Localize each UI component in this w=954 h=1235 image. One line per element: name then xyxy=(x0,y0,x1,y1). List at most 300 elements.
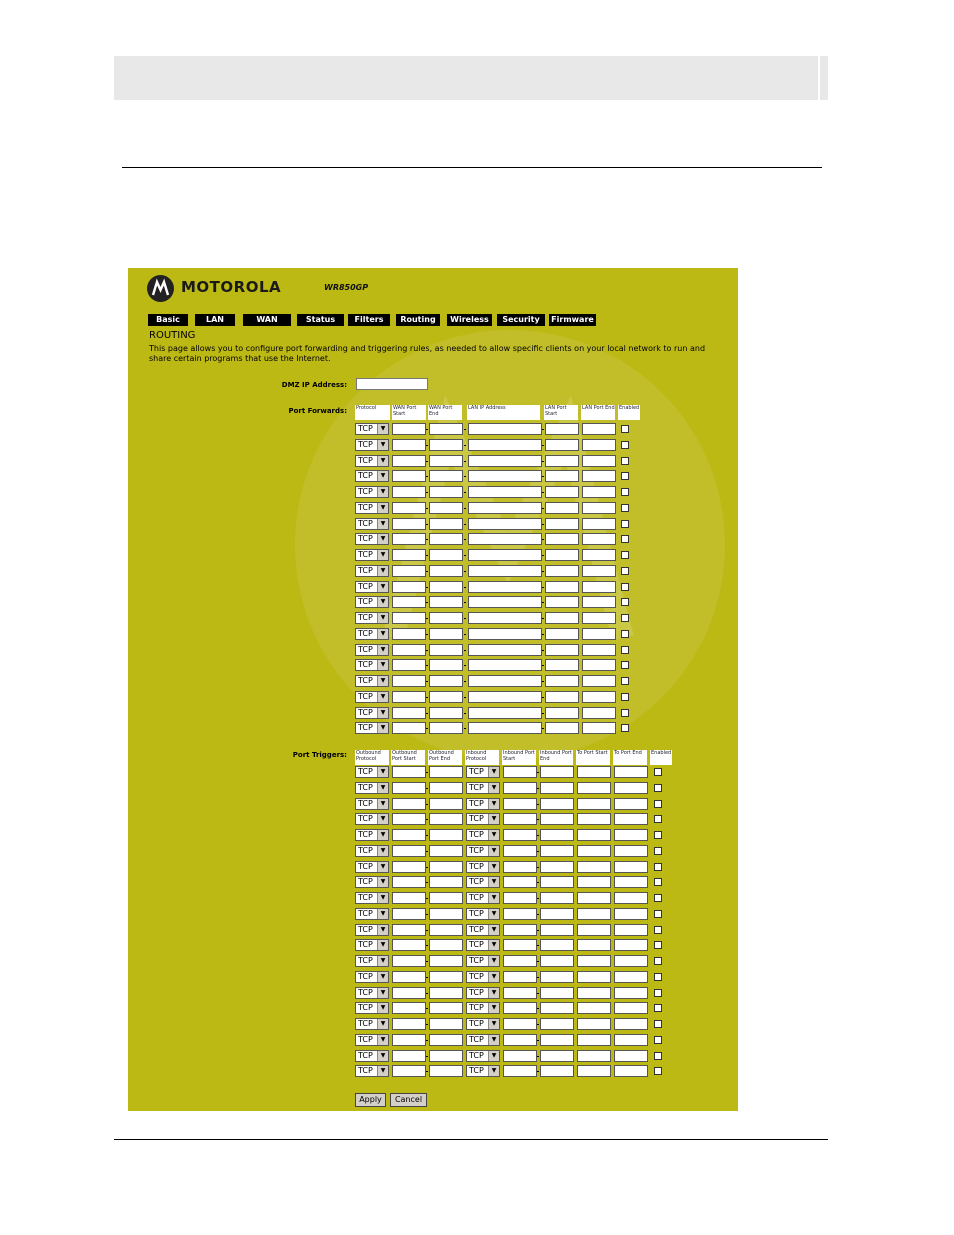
inbound-port-end-input[interactable] xyxy=(540,971,574,983)
wan-port-start-input[interactable] xyxy=(392,533,426,545)
enabled-checkbox[interactable] xyxy=(621,598,629,606)
outbound-protocol-select[interactable]: TCP ▼ xyxy=(355,1034,389,1046)
enabled-checkbox[interactable] xyxy=(654,1036,662,1044)
enabled-checkbox[interactable] xyxy=(654,768,662,776)
wan-port-end-input[interactable] xyxy=(429,691,463,703)
outbound-port-end-input[interactable] xyxy=(429,782,463,794)
outbound-protocol-select[interactable]: TCP ▼ xyxy=(355,766,389,778)
outbound-port-start-input[interactable] xyxy=(392,1050,426,1062)
inbound-port-end-input[interactable] xyxy=(540,782,574,794)
outbound-protocol-select[interactable]: TCP ▼ xyxy=(355,1018,389,1030)
outbound-port-start-input[interactable] xyxy=(392,876,426,888)
lan-port-start-input[interactable] xyxy=(545,455,579,467)
outbound-port-start-input[interactable] xyxy=(392,861,426,873)
enabled-checkbox[interactable] xyxy=(654,815,662,823)
lan-ip-input[interactable] xyxy=(468,502,542,514)
outbound-protocol-select[interactable]: TCP ▼ xyxy=(355,892,389,904)
to-port-end-input[interactable] xyxy=(614,1002,648,1014)
outbound-port-start-input[interactable] xyxy=(392,1018,426,1030)
enabled-checkbox[interactable] xyxy=(654,941,662,949)
lan-port-end-input[interactable] xyxy=(582,691,616,703)
inbound-port-end-input[interactable] xyxy=(540,892,574,904)
outbound-port-end-input[interactable] xyxy=(429,1002,463,1014)
lan-port-end-input[interactable] xyxy=(582,722,616,734)
inbound-port-end-input[interactable] xyxy=(540,861,574,873)
lan-port-start-input[interactable] xyxy=(545,581,579,593)
lan-ip-input[interactable] xyxy=(468,628,542,640)
lan-port-start-input[interactable] xyxy=(545,628,579,640)
enabled-checkbox[interactable] xyxy=(621,614,629,622)
enabled-checkbox[interactable] xyxy=(621,551,629,559)
enabled-checkbox[interactable] xyxy=(654,800,662,808)
inbound-protocol-select[interactable]: TCP ▼ xyxy=(466,861,500,873)
lan-ip-input[interactable] xyxy=(468,533,542,545)
outbound-port-end-input[interactable] xyxy=(429,798,463,810)
inbound-port-start-input[interactable] xyxy=(503,1050,537,1062)
outbound-protocol-select[interactable]: TCP ▼ xyxy=(355,798,389,810)
protocol-select[interactable]: TCP ▼ xyxy=(355,596,389,608)
to-port-end-input[interactable] xyxy=(614,987,648,999)
enabled-checkbox[interactable] xyxy=(654,910,662,918)
inbound-protocol-select[interactable]: TCP ▼ xyxy=(466,1034,500,1046)
enabled-checkbox[interactable] xyxy=(654,784,662,792)
to-port-end-input[interactable] xyxy=(614,845,648,857)
apply-button[interactable]: Apply xyxy=(355,1093,386,1107)
inbound-port-end-input[interactable] xyxy=(540,1050,574,1062)
outbound-port-end-input[interactable] xyxy=(429,908,463,920)
inbound-protocol-select[interactable]: TCP ▼ xyxy=(466,813,500,825)
lan-ip-input[interactable] xyxy=(468,596,542,608)
lan-port-start-input[interactable] xyxy=(545,675,579,687)
enabled-checkbox[interactable] xyxy=(621,535,629,543)
outbound-port-start-input[interactable] xyxy=(392,766,426,778)
wan-port-start-input[interactable] xyxy=(392,581,426,593)
enabled-checkbox[interactable] xyxy=(654,847,662,855)
outbound-port-start-input[interactable] xyxy=(392,924,426,936)
inbound-protocol-select[interactable]: TCP ▼ xyxy=(466,971,500,983)
outbound-port-end-input[interactable] xyxy=(429,845,463,857)
outbound-protocol-select[interactable]: TCP ▼ xyxy=(355,987,389,999)
inbound-protocol-select[interactable]: TCP ▼ xyxy=(466,955,500,967)
lan-ip-input[interactable] xyxy=(468,565,542,577)
protocol-select[interactable]: TCP ▼ xyxy=(355,470,389,482)
outbound-port-end-input[interactable] xyxy=(429,876,463,888)
outbound-protocol-select[interactable]: TCP ▼ xyxy=(355,908,389,920)
inbound-port-end-input[interactable] xyxy=(540,1002,574,1014)
inbound-port-end-input[interactable] xyxy=(540,1034,574,1046)
enabled-checkbox[interactable] xyxy=(654,989,662,997)
wan-port-start-input[interactable] xyxy=(392,470,426,482)
nav-routing[interactable]: Routing xyxy=(396,314,440,326)
outbound-port-start-input[interactable] xyxy=(392,1034,426,1046)
inbound-port-start-input[interactable] xyxy=(503,1034,537,1046)
enabled-checkbox[interactable] xyxy=(621,661,629,669)
enabled-checkbox[interactable] xyxy=(621,630,629,638)
inbound-port-end-input[interactable] xyxy=(540,939,574,951)
outbound-port-end-input[interactable] xyxy=(429,971,463,983)
to-port-end-input[interactable] xyxy=(614,971,648,983)
enabled-checkbox[interactable] xyxy=(654,1020,662,1028)
enabled-checkbox[interactable] xyxy=(621,693,629,701)
wan-port-start-input[interactable] xyxy=(392,455,426,467)
inbound-protocol-select[interactable]: TCP ▼ xyxy=(466,924,500,936)
protocol-select[interactable]: TCP ▼ xyxy=(355,722,389,734)
outbound-protocol-select[interactable]: TCP ▼ xyxy=(355,971,389,983)
inbound-port-start-input[interactable] xyxy=(503,829,537,841)
inbound-port-start-input[interactable] xyxy=(503,798,537,810)
enabled-checkbox[interactable] xyxy=(654,1052,662,1060)
outbound-protocol-select[interactable]: TCP ▼ xyxy=(355,845,389,857)
lan-port-end-input[interactable] xyxy=(582,533,616,545)
wan-port-start-input[interactable] xyxy=(392,549,426,561)
protocol-select[interactable]: TCP ▼ xyxy=(355,502,389,514)
wan-port-start-input[interactable] xyxy=(392,423,426,435)
lan-ip-input[interactable] xyxy=(468,423,542,435)
to-port-start-input[interactable] xyxy=(577,908,611,920)
to-port-start-input[interactable] xyxy=(577,1034,611,1046)
outbound-port-end-input[interactable] xyxy=(429,1050,463,1062)
lan-ip-input[interactable] xyxy=(468,659,542,671)
inbound-port-start-input[interactable] xyxy=(503,1002,537,1014)
inbound-protocol-select[interactable]: TCP ▼ xyxy=(466,908,500,920)
protocol-select[interactable]: TCP ▼ xyxy=(355,486,389,498)
inbound-port-end-input[interactable] xyxy=(540,845,574,857)
inbound-port-start-input[interactable] xyxy=(503,782,537,794)
wan-port-end-input[interactable] xyxy=(429,675,463,687)
outbound-port-start-input[interactable] xyxy=(392,939,426,951)
wan-port-start-input[interactable] xyxy=(392,691,426,703)
enabled-checkbox[interactable] xyxy=(621,567,629,575)
enabled-checkbox[interactable] xyxy=(654,878,662,886)
outbound-protocol-select[interactable]: TCP ▼ xyxy=(355,924,389,936)
protocol-select[interactable]: TCP ▼ xyxy=(355,612,389,624)
to-port-start-input[interactable] xyxy=(577,782,611,794)
lan-port-end-input[interactable] xyxy=(582,486,616,498)
enabled-checkbox[interactable] xyxy=(621,472,629,480)
to-port-start-input[interactable] xyxy=(577,1018,611,1030)
wan-port-start-input[interactable] xyxy=(392,707,426,719)
wan-port-start-input[interactable] xyxy=(392,675,426,687)
enabled-checkbox[interactable] xyxy=(654,973,662,981)
to-port-start-input[interactable] xyxy=(577,987,611,999)
enabled-checkbox[interactable] xyxy=(654,863,662,871)
to-port-start-input[interactable] xyxy=(577,1050,611,1062)
inbound-port-start-input[interactable] xyxy=(503,766,537,778)
outbound-port-start-input[interactable] xyxy=(392,1065,426,1077)
to-port-end-input[interactable] xyxy=(614,1050,648,1062)
lan-port-end-input[interactable] xyxy=(582,612,616,624)
inbound-port-start-input[interactable] xyxy=(503,1065,537,1077)
wan-port-start-input[interactable] xyxy=(392,502,426,514)
wan-port-start-input[interactable] xyxy=(392,628,426,640)
to-port-start-input[interactable] xyxy=(577,861,611,873)
to-port-end-input[interactable] xyxy=(614,892,648,904)
enabled-checkbox[interactable] xyxy=(621,441,629,449)
lan-port-start-input[interactable] xyxy=(545,502,579,514)
to-port-start-input[interactable] xyxy=(577,971,611,983)
inbound-protocol-select[interactable]: TCP ▼ xyxy=(466,987,500,999)
lan-port-start-input[interactable] xyxy=(545,707,579,719)
outbound-port-end-input[interactable] xyxy=(429,892,463,904)
lan-port-end-input[interactable] xyxy=(582,439,616,451)
enabled-checkbox[interactable] xyxy=(621,709,629,717)
lan-port-end-input[interactable] xyxy=(582,470,616,482)
outbound-port-start-input[interactable] xyxy=(392,955,426,967)
to-port-end-input[interactable] xyxy=(614,1034,648,1046)
nav-lan[interactable]: LAN xyxy=(195,314,235,326)
wan-port-start-input[interactable] xyxy=(392,565,426,577)
wan-port-end-input[interactable] xyxy=(429,628,463,640)
to-port-end-input[interactable] xyxy=(614,939,648,951)
protocol-select[interactable]: TCP ▼ xyxy=(355,628,389,640)
wan-port-end-input[interactable] xyxy=(429,707,463,719)
wan-port-start-input[interactable] xyxy=(392,486,426,498)
inbound-protocol-select[interactable]: TCP ▼ xyxy=(466,845,500,857)
outbound-protocol-select[interactable]: TCP ▼ xyxy=(355,876,389,888)
lan-ip-input[interactable] xyxy=(468,612,542,624)
inbound-protocol-select[interactable]: TCP ▼ xyxy=(466,892,500,904)
enabled-checkbox[interactable] xyxy=(621,504,629,512)
enabled-checkbox[interactable] xyxy=(654,894,662,902)
enabled-checkbox[interactable] xyxy=(621,724,629,732)
protocol-select[interactable]: TCP ▼ xyxy=(355,423,389,435)
nav-status[interactable]: Status xyxy=(297,314,344,326)
outbound-port-end-input[interactable] xyxy=(429,939,463,951)
to-port-start-input[interactable] xyxy=(577,1065,611,1077)
protocol-select[interactable]: TCP ▼ xyxy=(355,549,389,561)
protocol-select[interactable]: TCP ▼ xyxy=(355,659,389,671)
protocol-select[interactable]: TCP ▼ xyxy=(355,439,389,451)
wan-port-start-input[interactable] xyxy=(392,439,426,451)
to-port-start-input[interactable] xyxy=(577,1002,611,1014)
enabled-checkbox[interactable] xyxy=(654,1067,662,1075)
to-port-end-input[interactable] xyxy=(614,829,648,841)
outbound-protocol-select[interactable]: TCP ▼ xyxy=(355,1065,389,1077)
inbound-protocol-select[interactable]: TCP ▼ xyxy=(466,782,500,794)
outbound-protocol-select[interactable]: TCP ▼ xyxy=(355,813,389,825)
inbound-port-start-input[interactable] xyxy=(503,955,537,967)
inbound-protocol-select[interactable]: TCP ▼ xyxy=(466,829,500,841)
to-port-start-input[interactable] xyxy=(577,939,611,951)
outbound-port-end-input[interactable] xyxy=(429,924,463,936)
outbound-port-start-input[interactable] xyxy=(392,971,426,983)
lan-port-start-input[interactable] xyxy=(545,565,579,577)
lan-port-end-input[interactable] xyxy=(582,644,616,656)
lan-port-start-input[interactable] xyxy=(545,691,579,703)
wan-port-end-input[interactable] xyxy=(429,423,463,435)
lan-port-start-input[interactable] xyxy=(545,644,579,656)
outbound-port-start-input[interactable] xyxy=(392,798,426,810)
lan-port-end-input[interactable] xyxy=(582,423,616,435)
inbound-port-end-input[interactable] xyxy=(540,924,574,936)
outbound-port-end-input[interactable] xyxy=(429,955,463,967)
to-port-end-input[interactable] xyxy=(614,861,648,873)
lan-ip-input[interactable] xyxy=(468,549,542,561)
wan-port-start-input[interactable] xyxy=(392,612,426,624)
outbound-port-end-input[interactable] xyxy=(429,987,463,999)
to-port-start-input[interactable] xyxy=(577,955,611,967)
outbound-port-start-input[interactable] xyxy=(392,908,426,920)
to-port-start-input[interactable] xyxy=(577,766,611,778)
nav-wireless[interactable]: Wireless xyxy=(447,314,492,326)
inbound-protocol-select[interactable]: TCP ▼ xyxy=(466,1050,500,1062)
inbound-port-end-input[interactable] xyxy=(540,908,574,920)
lan-port-end-input[interactable] xyxy=(582,549,616,561)
enabled-checkbox[interactable] xyxy=(621,583,629,591)
outbound-port-end-input[interactable] xyxy=(429,1018,463,1030)
to-port-end-input[interactable] xyxy=(614,782,648,794)
lan-port-end-input[interactable] xyxy=(582,455,616,467)
protocol-select[interactable]: TCP ▼ xyxy=(355,455,389,467)
inbound-port-start-input[interactable] xyxy=(503,908,537,920)
lan-port-end-input[interactable] xyxy=(582,502,616,514)
inbound-port-start-input[interactable] xyxy=(503,987,537,999)
lan-ip-input[interactable] xyxy=(468,486,542,498)
enabled-checkbox[interactable] xyxy=(621,425,629,433)
to-port-end-input[interactable] xyxy=(614,876,648,888)
inbound-port-end-input[interactable] xyxy=(540,1018,574,1030)
lan-ip-input[interactable] xyxy=(468,439,542,451)
wan-port-end-input[interactable] xyxy=(429,439,463,451)
inbound-protocol-select[interactable]: TCP ▼ xyxy=(466,876,500,888)
lan-port-start-input[interactable] xyxy=(545,470,579,482)
lan-port-start-input[interactable] xyxy=(545,518,579,530)
to-port-end-input[interactable] xyxy=(614,924,648,936)
lan-port-end-input[interactable] xyxy=(582,565,616,577)
inbound-port-end-input[interactable] xyxy=(540,829,574,841)
to-port-end-input[interactable] xyxy=(614,766,648,778)
wan-port-end-input[interactable] xyxy=(429,470,463,482)
dmz-ip-input[interactable] xyxy=(356,378,428,390)
lan-port-end-input[interactable] xyxy=(582,518,616,530)
inbound-port-start-input[interactable] xyxy=(503,845,537,857)
protocol-select[interactable]: TCP ▼ xyxy=(355,691,389,703)
inbound-protocol-select[interactable]: TCP ▼ xyxy=(466,939,500,951)
inbound-protocol-select[interactable]: TCP ▼ xyxy=(466,1018,500,1030)
inbound-port-end-input[interactable] xyxy=(540,798,574,810)
outbound-port-end-input[interactable] xyxy=(429,829,463,841)
lan-port-start-input[interactable] xyxy=(545,722,579,734)
wan-port-end-input[interactable] xyxy=(429,659,463,671)
wan-port-end-input[interactable] xyxy=(429,549,463,561)
wan-port-start-input[interactable] xyxy=(392,596,426,608)
wan-port-end-input[interactable] xyxy=(429,486,463,498)
outbound-protocol-select[interactable]: TCP ▼ xyxy=(355,955,389,967)
to-port-start-input[interactable] xyxy=(577,892,611,904)
wan-port-end-input[interactable] xyxy=(429,596,463,608)
to-port-end-input[interactable] xyxy=(614,813,648,825)
protocol-select[interactable]: TCP ▼ xyxy=(355,518,389,530)
lan-ip-input[interactable] xyxy=(468,518,542,530)
wan-port-start-input[interactable] xyxy=(392,644,426,656)
enabled-checkbox[interactable] xyxy=(654,831,662,839)
nav-basic[interactable]: Basic xyxy=(148,314,188,326)
lan-port-start-input[interactable] xyxy=(545,423,579,435)
lan-port-start-input[interactable] xyxy=(545,439,579,451)
lan-port-start-input[interactable] xyxy=(545,612,579,624)
enabled-checkbox[interactable] xyxy=(621,457,629,465)
lan-ip-input[interactable] xyxy=(468,644,542,656)
wan-port-start-input[interactable] xyxy=(392,659,426,671)
inbound-port-start-input[interactable] xyxy=(503,892,537,904)
lan-port-start-input[interactable] xyxy=(545,549,579,561)
wan-port-end-input[interactable] xyxy=(429,644,463,656)
lan-ip-input[interactable] xyxy=(468,707,542,719)
inbound-port-end-input[interactable] xyxy=(540,987,574,999)
inbound-protocol-select[interactable]: TCP ▼ xyxy=(466,766,500,778)
inbound-port-start-input[interactable] xyxy=(503,861,537,873)
lan-port-start-input[interactable] xyxy=(545,659,579,671)
to-port-end-input[interactable] xyxy=(614,955,648,967)
to-port-start-input[interactable] xyxy=(577,813,611,825)
wan-port-end-input[interactable] xyxy=(429,455,463,467)
outbound-port-end-input[interactable] xyxy=(429,1065,463,1077)
to-port-start-input[interactable] xyxy=(577,924,611,936)
inbound-port-end-input[interactable] xyxy=(540,813,574,825)
enabled-checkbox[interactable] xyxy=(621,646,629,654)
outbound-port-start-input[interactable] xyxy=(392,1002,426,1014)
outbound-protocol-select[interactable]: TCP ▼ xyxy=(355,829,389,841)
lan-ip-input[interactable] xyxy=(468,675,542,687)
wan-port-end-input[interactable] xyxy=(429,581,463,593)
inbound-port-start-input[interactable] xyxy=(503,939,537,951)
outbound-protocol-select[interactable]: TCP ▼ xyxy=(355,939,389,951)
lan-ip-input[interactable] xyxy=(468,722,542,734)
outbound-protocol-select[interactable]: TCP ▼ xyxy=(355,1002,389,1014)
lan-port-end-input[interactable] xyxy=(582,596,616,608)
protocol-select[interactable]: TCP ▼ xyxy=(355,675,389,687)
inbound-protocol-select[interactable]: TCP ▼ xyxy=(466,1065,500,1077)
to-port-start-input[interactable] xyxy=(577,829,611,841)
to-port-end-input[interactable] xyxy=(614,1065,648,1077)
outbound-port-end-input[interactable] xyxy=(429,766,463,778)
lan-ip-input[interactable] xyxy=(468,691,542,703)
lan-ip-input[interactable] xyxy=(468,581,542,593)
protocol-select[interactable]: TCP ▼ xyxy=(355,581,389,593)
lan-ip-input[interactable] xyxy=(468,455,542,467)
wan-port-end-input[interactable] xyxy=(429,722,463,734)
lan-port-start-input[interactable] xyxy=(545,596,579,608)
wan-port-end-input[interactable] xyxy=(429,565,463,577)
to-port-end-input[interactable] xyxy=(614,908,648,920)
outbound-protocol-select[interactable]: TCP ▼ xyxy=(355,861,389,873)
enabled-checkbox[interactable] xyxy=(621,520,629,528)
outbound-port-start-input[interactable] xyxy=(392,813,426,825)
nav-wan[interactable]: WAN xyxy=(243,314,291,326)
outbound-port-start-input[interactable] xyxy=(392,892,426,904)
inbound-port-start-input[interactable] xyxy=(503,1018,537,1030)
inbound-port-end-input[interactable] xyxy=(540,955,574,967)
wan-port-end-input[interactable] xyxy=(429,518,463,530)
lan-port-end-input[interactable] xyxy=(582,628,616,640)
protocol-select[interactable]: TCP ▼ xyxy=(355,533,389,545)
wan-port-start-input[interactable] xyxy=(392,722,426,734)
inbound-protocol-select[interactable]: TCP ▼ xyxy=(466,1002,500,1014)
inbound-port-start-input[interactable] xyxy=(503,876,537,888)
inbound-port-end-input[interactable] xyxy=(540,876,574,888)
inbound-port-end-input[interactable] xyxy=(540,766,574,778)
lan-port-end-input[interactable] xyxy=(582,581,616,593)
wan-port-end-input[interactable] xyxy=(429,612,463,624)
enabled-checkbox[interactable] xyxy=(654,926,662,934)
to-port-end-input[interactable] xyxy=(614,798,648,810)
outbound-port-end-input[interactable] xyxy=(429,813,463,825)
to-port-start-input[interactable] xyxy=(577,876,611,888)
lan-port-start-input[interactable] xyxy=(545,533,579,545)
enabled-checkbox[interactable] xyxy=(621,488,629,496)
cancel-button[interactable]: Cancel xyxy=(390,1093,427,1107)
to-port-start-input[interactable] xyxy=(577,798,611,810)
